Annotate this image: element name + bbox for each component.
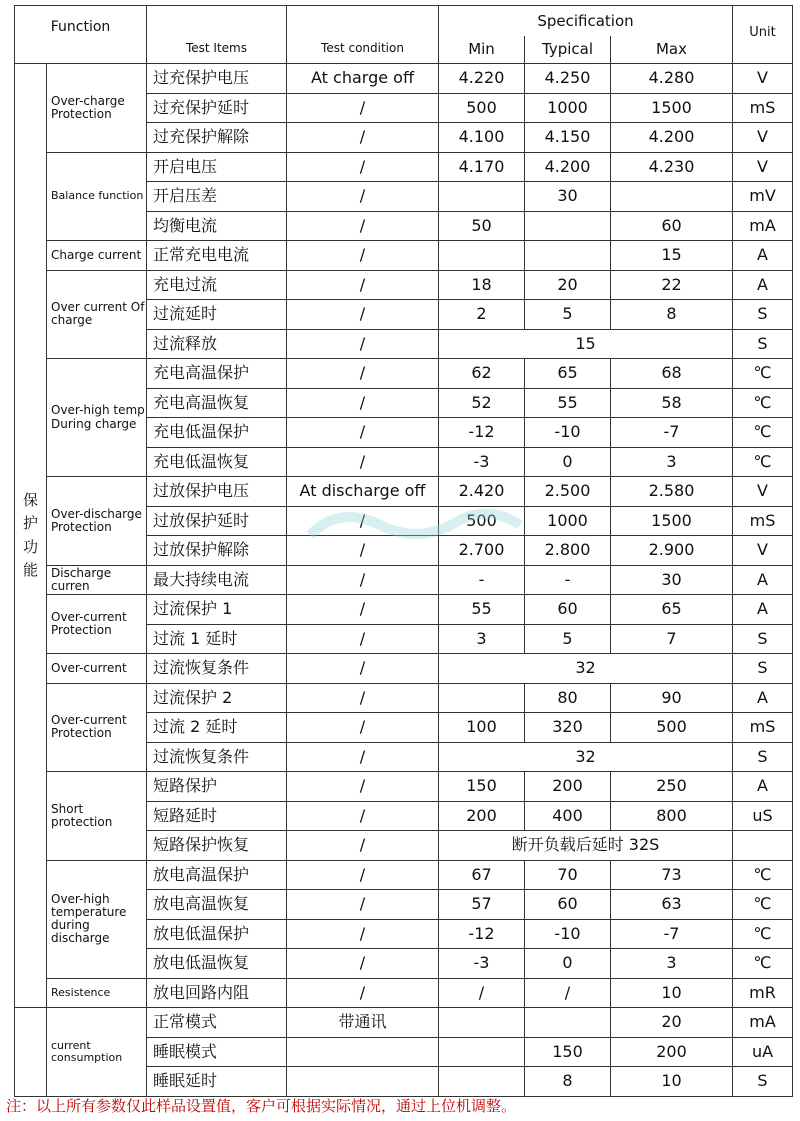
spec-typ: - (525, 565, 611, 595)
spec-min: 62 (439, 359, 525, 389)
unit: A (733, 241, 793, 271)
spec-min: 2.700 (439, 536, 525, 566)
spec-typ: 65 (525, 359, 611, 389)
unit: ℃ (733, 359, 793, 389)
test-condition (287, 1067, 439, 1097)
test-item: 最大持续电流 (147, 565, 287, 595)
spec-typ: 20 (525, 270, 611, 300)
spec-max: 20 (611, 1008, 733, 1038)
spec-max: 250 (611, 772, 733, 802)
unit: V (733, 123, 793, 153)
test-item: 短路延时 (147, 801, 287, 831)
spec-max: 4.280 (611, 64, 733, 94)
header-typical: Typical (525, 36, 611, 64)
spec-min: 57 (439, 890, 525, 920)
unit (733, 831, 793, 861)
spec-typ: / (525, 978, 611, 1008)
spec-max: 3 (611, 949, 733, 979)
function-label: Over-current (47, 654, 147, 684)
spec-typ: 2.500 (525, 477, 611, 507)
spec-min: 4.170 (439, 152, 525, 182)
spec-max: 1500 (611, 506, 733, 536)
test-condition: / (287, 683, 439, 713)
spec-min (439, 1008, 525, 1038)
spec-typ: 0 (525, 949, 611, 979)
test-condition: / (287, 447, 439, 477)
test-condition: / (287, 211, 439, 241)
test-condition: At charge off (287, 64, 439, 94)
spec-max: 65 (611, 595, 733, 625)
test-item: 放电低温保护 (147, 919, 287, 949)
spec-max: -7 (611, 919, 733, 949)
unit: ℃ (733, 919, 793, 949)
unit: S (733, 624, 793, 654)
table-row (15, 654, 793, 684)
spec-typ: 2.800 (525, 536, 611, 566)
spec-typ: -10 (525, 418, 611, 448)
table-row (15, 152, 793, 182)
spec-typ: 30 (525, 182, 611, 212)
function-label: Over-high temperature during discharge (47, 860, 147, 978)
unit: A (733, 683, 793, 713)
test-item: 过流恢复条件 (147, 742, 287, 772)
test-condition: / (287, 270, 439, 300)
spec-typ: 1000 (525, 506, 611, 536)
function-label: Over-current Protection (47, 683, 147, 772)
spec-typ: 60 (525, 595, 611, 625)
header-specification: Specification (439, 6, 733, 36)
spec-max: 1500 (611, 93, 733, 123)
spec-value-span: 32 (439, 654, 733, 684)
spec-max: 7 (611, 624, 733, 654)
test-item: 充电高温恢复 (147, 388, 287, 418)
test-item: 过流保护 2 (147, 683, 287, 713)
spec-min: 200 (439, 801, 525, 831)
spec-min: 18 (439, 270, 525, 300)
unit: ℃ (733, 890, 793, 920)
spec-min: 4.100 (439, 123, 525, 153)
test-item: 开启压差 (147, 182, 287, 212)
function-label: current consumption (47, 1008, 147, 1097)
test-item: 过放保护电压 (147, 477, 287, 507)
group-label: 保护功能 (15, 64, 47, 1008)
function-label: Discharge curren (47, 565, 147, 595)
spec-min: 55 (439, 595, 525, 625)
table-row (15, 359, 793, 389)
table-row (15, 270, 793, 300)
table-row (15, 1008, 793, 1038)
spec-typ: 60 (525, 890, 611, 920)
spec-typ: 80 (525, 683, 611, 713)
footer-note: 注：以上所有参数仅此样品设置值，客户可根据实际情况，通过上位机调整。 (6, 1097, 517, 1115)
spec-min: 52 (439, 388, 525, 418)
spec-typ: 4.150 (525, 123, 611, 153)
test-condition: / (287, 978, 439, 1008)
spec-max: 73 (611, 860, 733, 890)
test-condition: / (287, 300, 439, 330)
test-condition: / (287, 772, 439, 802)
unit: uS (733, 801, 793, 831)
spec-min: 4.220 (439, 64, 525, 94)
unit: mA (733, 1008, 793, 1038)
test-item: 放电低温恢复 (147, 949, 287, 979)
test-item: 均衡电流 (147, 211, 287, 241)
spec-max: 800 (611, 801, 733, 831)
function-label: Resistence (47, 978, 147, 1008)
unit: A (733, 595, 793, 625)
unit: S (733, 1067, 793, 1097)
spec-min: 3 (439, 624, 525, 654)
header-function: Function (15, 6, 147, 64)
spec-typ: 1000 (525, 93, 611, 123)
unit: V (733, 536, 793, 566)
test-condition: / (287, 329, 439, 359)
unit: V (733, 477, 793, 507)
test-condition: / (287, 713, 439, 743)
spec-min (439, 182, 525, 212)
spec-max: 2.900 (611, 536, 733, 566)
header-max: Max (611, 36, 733, 64)
function-label: Charge current (47, 241, 147, 271)
spec-typ: 200 (525, 772, 611, 802)
spec-min: 50 (439, 211, 525, 241)
spec-min: -12 (439, 418, 525, 448)
test-item: 过流 2 延时 (147, 713, 287, 743)
spec-typ (525, 211, 611, 241)
unit: S (733, 300, 793, 330)
test-item: 过流保护 1 (147, 595, 287, 625)
spec-min: 500 (439, 93, 525, 123)
spec-typ: 55 (525, 388, 611, 418)
spec-max: 2.580 (611, 477, 733, 507)
spec-value-span: 32 (439, 742, 733, 772)
test-item: 正常充电电流 (147, 241, 287, 271)
unit: mV (733, 182, 793, 212)
spec-min: -3 (439, 949, 525, 979)
test-condition: / (287, 93, 439, 123)
test-condition: / (287, 241, 439, 271)
spec-min: - (439, 565, 525, 595)
test-condition: / (287, 919, 439, 949)
spec-min: 67 (439, 860, 525, 890)
spec-typ: 70 (525, 860, 611, 890)
function-label: Over-charge Protection (47, 64, 147, 153)
spec-typ: 150 (525, 1037, 611, 1067)
table-row (15, 477, 793, 507)
test-item: 过流 1 延时 (147, 624, 287, 654)
spec-typ (525, 1008, 611, 1038)
table-row (15, 595, 793, 625)
group-label-empty (15, 1008, 47, 1097)
unit: A (733, 565, 793, 595)
unit: ℃ (733, 447, 793, 477)
spec-min (439, 1067, 525, 1097)
test-condition: / (287, 123, 439, 153)
test-condition: / (287, 418, 439, 448)
function-label: Over-discharge Protection (47, 477, 147, 566)
spec-max: 90 (611, 683, 733, 713)
table-row (15, 860, 793, 890)
unit: V (733, 64, 793, 94)
header-test-items: Test Items (147, 6, 287, 64)
test-item: 过流延时 (147, 300, 287, 330)
spec-typ: 320 (525, 713, 611, 743)
test-condition: / (287, 388, 439, 418)
function-label: Over current Of charge (47, 270, 147, 359)
test-item: 放电高温保护 (147, 860, 287, 890)
spec-typ: 8 (525, 1067, 611, 1097)
spec-min (439, 241, 525, 271)
spec-min: 2.420 (439, 477, 525, 507)
spec-max: 68 (611, 359, 733, 389)
test-item: 短路保护恢复 (147, 831, 287, 861)
test-condition: / (287, 624, 439, 654)
function-label: Balance function (47, 152, 147, 241)
test-condition: / (287, 831, 439, 861)
spec-max: 30 (611, 565, 733, 595)
test-item: 充电低温恢复 (147, 447, 287, 477)
spec-min: / (439, 978, 525, 1008)
spec-max: 58 (611, 388, 733, 418)
unit: mS (733, 506, 793, 536)
test-condition: 带通讯 (287, 1008, 439, 1038)
spec-max: -7 (611, 418, 733, 448)
test-condition: / (287, 890, 439, 920)
test-condition: / (287, 565, 439, 595)
spec-max: 10 (611, 1067, 733, 1097)
test-condition: / (287, 182, 439, 212)
table-row (15, 772, 793, 802)
spec-typ: 4.250 (525, 64, 611, 94)
spec-min: 150 (439, 772, 525, 802)
test-condition (287, 1037, 439, 1067)
test-item: 睡眠延时 (147, 1067, 287, 1097)
spec-max: 500 (611, 713, 733, 743)
unit: mA (733, 211, 793, 241)
function-label: Over-high temp During charge (47, 359, 147, 477)
header-unit: Unit (733, 6, 793, 64)
test-condition: At discharge off (287, 477, 439, 507)
test-condition: / (287, 949, 439, 979)
test-item: 过流恢复条件 (147, 654, 287, 684)
unit: ℃ (733, 388, 793, 418)
spec-typ (525, 241, 611, 271)
table-row (15, 683, 793, 713)
spec-max: 4.200 (611, 123, 733, 153)
test-item: 放电高温恢复 (147, 890, 287, 920)
spec-max: 22 (611, 270, 733, 300)
unit: mS (733, 713, 793, 743)
spec-min: -12 (439, 919, 525, 949)
test-item: 过充保护电压 (147, 64, 287, 94)
unit: mR (733, 978, 793, 1008)
unit: S (733, 329, 793, 359)
unit: ℃ (733, 860, 793, 890)
unit: mS (733, 93, 793, 123)
test-condition: / (287, 595, 439, 625)
spec-typ: 0 (525, 447, 611, 477)
test-item: 睡眠模式 (147, 1037, 287, 1067)
test-item: 充电低温保护 (147, 418, 287, 448)
spec-min: -3 (439, 447, 525, 477)
test-condition: / (287, 152, 439, 182)
spec-min (439, 1037, 525, 1067)
test-item: 过流释放 (147, 329, 287, 359)
test-item: 过放保护解除 (147, 536, 287, 566)
test-item: 充电高温保护 (147, 359, 287, 389)
unit: ℃ (733, 418, 793, 448)
spec-min: 2 (439, 300, 525, 330)
spec-typ: -10 (525, 919, 611, 949)
test-item: 过放保护延时 (147, 506, 287, 536)
function-label: Short protection (47, 772, 147, 861)
unit: ℃ (733, 949, 793, 979)
test-condition: / (287, 801, 439, 831)
spec-table-wrapper (14, 5, 792, 1092)
spec-min: 500 (439, 506, 525, 536)
spec-max: 60 (611, 211, 733, 241)
test-condition: / (287, 536, 439, 566)
test-item: 正常模式 (147, 1008, 287, 1038)
test-item: 短路保护 (147, 772, 287, 802)
spec-typ: 5 (525, 624, 611, 654)
spec-max: 3 (611, 447, 733, 477)
spec-value-span: 断开负载后延时 32S (439, 831, 733, 861)
spec-max (611, 182, 733, 212)
unit: V (733, 152, 793, 182)
spec-min (439, 683, 525, 713)
spec-typ: 5 (525, 300, 611, 330)
test-condition: / (287, 742, 439, 772)
table-row (15, 64, 793, 94)
spec-typ: 4.200 (525, 152, 611, 182)
test-condition: / (287, 654, 439, 684)
table-row (15, 565, 793, 595)
spec-max: 10 (611, 978, 733, 1008)
spec-typ: 400 (525, 801, 611, 831)
unit: uA (733, 1037, 793, 1067)
function-label: Over-current Protection (47, 595, 147, 654)
spec-table (14, 5, 793, 1097)
test-item: 过充保护解除 (147, 123, 287, 153)
test-condition: / (287, 860, 439, 890)
spec-max: 63 (611, 890, 733, 920)
spec-rows (15, 64, 793, 1097)
spec-max: 200 (611, 1037, 733, 1067)
table-row (15, 241, 793, 271)
spec-value-span: 15 (439, 329, 733, 359)
test-item: 充电过流 (147, 270, 287, 300)
test-condition: / (287, 506, 439, 536)
test-item: 过充保护延时 (147, 93, 287, 123)
spec-max: 4.230 (611, 152, 733, 182)
unit: S (733, 742, 793, 772)
spec-min: 100 (439, 713, 525, 743)
unit: A (733, 772, 793, 802)
header-test-condition: Test condition (287, 6, 439, 64)
unit: A (733, 270, 793, 300)
spec-max: 8 (611, 300, 733, 330)
header-min: Min (439, 36, 525, 64)
spec-max: 15 (611, 241, 733, 271)
table-row (15, 978, 793, 1008)
test-item: 放电回路内阻 (147, 978, 287, 1008)
unit: S (733, 654, 793, 684)
test-condition: / (287, 359, 439, 389)
test-item: 开启电压 (147, 152, 287, 182)
